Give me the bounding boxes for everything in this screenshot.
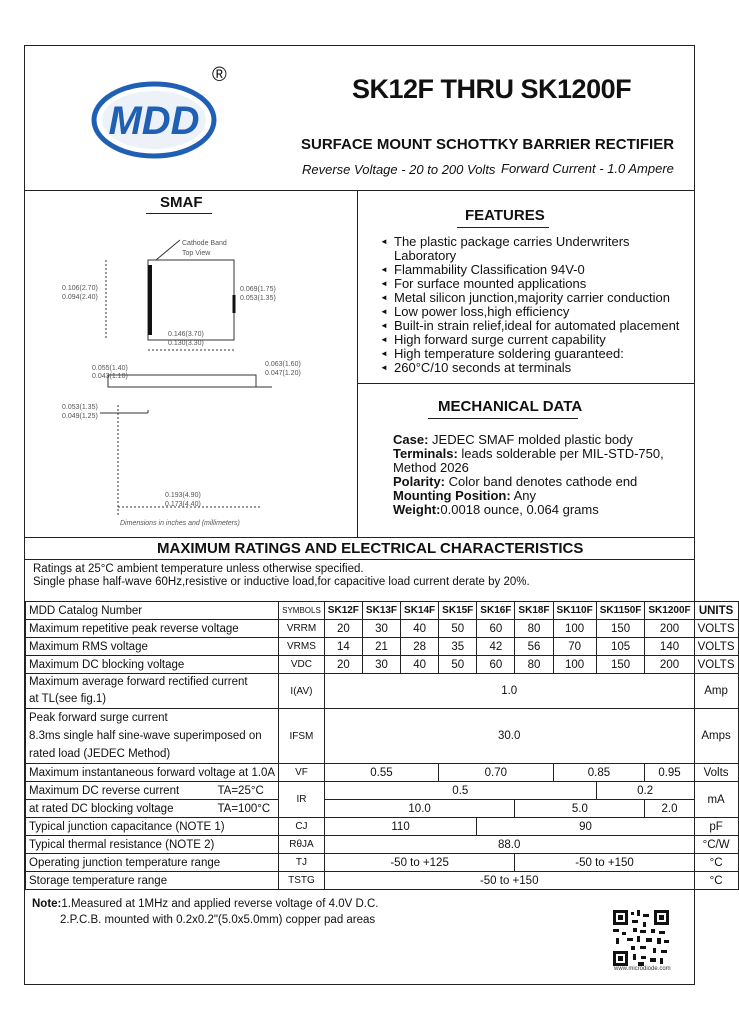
row-symbol: VRRM — [279, 620, 325, 638]
features-list — [380, 235, 690, 375]
cell: 28 — [401, 638, 439, 656]
dim-l2: 0.047(1.20) — [265, 370, 301, 377]
feature-item: ◄ High forward surge current capability — [380, 333, 690, 347]
cell: 80 — [515, 620, 553, 638]
table-row — [26, 782, 739, 800]
terminals-value-2: Method 2026 — [393, 460, 469, 475]
row-symbol: IR — [279, 782, 325, 818]
row-label: Typical junction capacitance (NOTE 1) — [26, 818, 279, 836]
row-symbol: TSTG — [279, 872, 325, 890]
feature-item: ◄ Metal silicon junction,majority carrier conduction — [380, 291, 690, 305]
row-label — [26, 674, 279, 709]
condition: TA=25°C — [217, 784, 264, 797]
cell: 70 — [553, 638, 596, 656]
ratings-heading: MAXIMUM RATINGS AND ELECTRICAL CHARACTERISTICS — [157, 540, 584, 557]
part-header: SK16F — [477, 602, 515, 620]
dim-b2: 0.130(3.30) — [168, 340, 204, 347]
condition: TA=100°C — [217, 802, 271, 815]
divider — [24, 190, 695, 191]
mounting-value: Any — [510, 488, 536, 503]
row-unit: Volts — [694, 764, 738, 782]
terminals-value: leads solderable per MIL-STD-750, — [457, 446, 664, 461]
package-underline — [146, 213, 212, 214]
cell: 56 — [515, 638, 553, 656]
cell: 1.0 — [324, 674, 694, 709]
row-label: Typical thermal resistance (NOTE 2) — [26, 836, 279, 854]
table-row — [26, 709, 739, 764]
cell: 2.0 — [645, 800, 694, 818]
cell: 150 — [596, 656, 645, 674]
cell: 10.0 — [324, 800, 515, 818]
row-unit: Amps — [694, 709, 738, 764]
cell: 0.55 — [324, 764, 438, 782]
row-unit: VOLTS — [694, 656, 738, 674]
row-label-line: rated load (JEDEC Method) — [29, 748, 171, 760]
dim-w1: 0.069(1.75) — [240, 286, 276, 293]
cell: 150 — [596, 620, 645, 638]
cell: 0.85 — [553, 764, 645, 782]
row-unit: mA — [694, 782, 738, 818]
feature-item: ◄ The plastic package carries Underwriters Laboratory — [380, 235, 690, 263]
row-symbol: VRMS — [279, 638, 325, 656]
terminals-label: Terminals: — [393, 446, 458, 461]
table-row — [26, 674, 739, 709]
row-symbol: CJ — [279, 818, 325, 836]
row-symbol: RθJA — [279, 836, 325, 854]
row-label-line: Maximum DC reverse current — [29, 784, 180, 797]
part-header: SK110F — [553, 602, 596, 620]
row-label: Maximum repetitive peak reverse voltage — [26, 620, 279, 638]
mdd-logo — [90, 78, 230, 164]
reverse-voltage: Reverse Voltage - 20 to 200 Volts — [302, 162, 496, 177]
feature-item: ◄ Flammability Classification 94V-0 — [380, 263, 690, 277]
part-header: SK13F — [362, 602, 400, 620]
part-header: SK1200F — [645, 602, 694, 620]
row-label: Maximum DC blocking voltage — [26, 656, 279, 674]
cell: 20 — [324, 656, 362, 674]
row-symbol: I(AV) — [279, 674, 325, 709]
feature-item: ◄ For surface mounted applications — [380, 277, 690, 291]
case-label: Case: — [393, 432, 429, 447]
row-symbol: TJ — [279, 854, 325, 872]
dim-h2: 0.094(2.40) — [62, 294, 98, 301]
row-label-line: Peak forward surge current — [29, 712, 168, 724]
cell: 30 — [362, 620, 400, 638]
dim-l1: 0.063(1.60) — [265, 361, 301, 368]
forward-current: Forward Current - 1.0 Ampere — [501, 161, 674, 176]
cell: 90 — [477, 818, 694, 836]
row-label-line: at rated DC blocking voltage — [29, 802, 174, 815]
cell: 40 — [401, 620, 439, 638]
registered-mark: ® — [212, 64, 227, 86]
symbols-header: SYMBOLS — [279, 602, 325, 620]
mechanical-underline — [428, 418, 578, 419]
row-label: Storage temperature range — [26, 872, 279, 890]
row-symbol: VF — [279, 764, 325, 782]
table-row — [26, 638, 739, 656]
cell: 40 — [401, 656, 439, 674]
table-row — [26, 656, 739, 674]
row-unit: VOLTS — [694, 638, 738, 656]
cell: 105 — [596, 638, 645, 656]
row-unit: °C/W — [694, 836, 738, 854]
row-label — [26, 709, 279, 764]
dim-o1: 0.193(4.90) — [165, 492, 201, 499]
cell: 50 — [439, 656, 477, 674]
cell: 200 — [645, 620, 694, 638]
note-text: 1.Measured at 1MHz and applied reverse voltage of 4.0V D.C. — [61, 898, 379, 910]
qr-code — [613, 910, 669, 966]
polarity-label: Polarity: — [393, 474, 446, 489]
table-row — [26, 620, 739, 638]
row-label: Maximum RMS voltage — [26, 638, 279, 656]
part-header: SK18F — [515, 602, 553, 620]
row-symbol: VDC — [279, 656, 325, 674]
cell: 5.0 — [515, 800, 645, 818]
note-1 — [32, 898, 378, 910]
part-header: SK1150F — [596, 602, 645, 620]
table-row — [26, 818, 739, 836]
feature-item: ◄ Built-in strain relief,ideal for automated placement — [380, 319, 690, 333]
dim-b1: 0.146(3.70) — [168, 331, 204, 338]
dim-o2: 0.173(4.40) — [165, 501, 201, 508]
package-name: SMAF — [160, 194, 203, 211]
page-title: SK12F THRU SK1200F — [352, 74, 632, 104]
dim-side1: 0.053(1.35) — [62, 404, 98, 411]
cell: 14 — [324, 638, 362, 656]
table-row — [26, 872, 739, 890]
cathode-label-2: Top View — [182, 250, 211, 257]
cell: 30 — [362, 656, 400, 674]
row-unit: Amp — [694, 674, 738, 709]
row-unit: °C — [694, 854, 738, 872]
cell: 200 — [645, 656, 694, 674]
dimensions-note: Dimensions in inches and (millimeters) — [120, 520, 240, 527]
cell: 0.95 — [645, 764, 694, 782]
mechanical-heading: MECHANICAL DATA — [438, 398, 583, 415]
dim-t2: 0.043(1.10) — [92, 373, 128, 380]
feature-item: ◄ 260°C/10 seconds at terminals — [380, 361, 690, 375]
case-value: JEDEC SMAF molded plastic body — [428, 432, 633, 447]
feature-item: ◄ High temperature soldering guaranteed: — [380, 347, 690, 361]
table-row — [26, 764, 739, 782]
row-unit: VOLTS — [694, 620, 738, 638]
row-label — [26, 782, 279, 800]
row-label-line: 8.3ms single half sine-wave superimposed on — [29, 730, 262, 742]
page-subtitle: SURFACE MOUNT SCHOTTKY BARRIER RECTIFIER — [301, 136, 675, 153]
cell: 100 — [553, 656, 596, 674]
cell: 20 — [324, 620, 362, 638]
dim-h1: 0.106(2.70) — [62, 285, 98, 292]
row-label-line: Maximum average forward rectified current — [29, 676, 248, 688]
part-header: SK14F — [401, 602, 439, 620]
ratings-line-1: Ratings at 25°C ambient temperature unless otherwise specified. — [33, 563, 364, 575]
cell: 0.5 — [324, 782, 596, 800]
divider — [24, 559, 695, 560]
table-header-row — [26, 602, 739, 620]
ratings-line-2: Single phase half-wave 60Hz,resistive or inductive load,for capacitive load current derate by 20%. — [33, 576, 530, 588]
cell: 60 — [477, 656, 515, 674]
package-drawing — [60, 225, 355, 530]
cell: 80 — [515, 656, 553, 674]
feature-item: ◄ Low power loss,high efficiency — [380, 305, 690, 319]
cathode-label-1: Cathode Band — [182, 240, 227, 247]
row-label: Operating junction temperature range — [26, 854, 279, 872]
mechanical-data — [393, 433, 693, 517]
catalog-header: MDD Catalog Number — [26, 602, 279, 620]
table-row — [26, 800, 739, 818]
note-2: 2.P.C.B. mounted with 0.2x0.2"(5.0x5.0mm) copper pad areas — [60, 914, 376, 926]
part-header: SK12F — [324, 602, 362, 620]
table-row — [26, 854, 739, 872]
row-label: Maximum instantaneous forward voltage at 1.0A — [26, 764, 279, 782]
dim-t1: 0.055(1.40) — [92, 365, 128, 372]
cell: 0.2 — [596, 782, 694, 800]
weight-label: Weight: — [393, 502, 441, 517]
divider — [357, 383, 695, 384]
dim-w2: 0.053(1.35) — [240, 295, 276, 302]
row-label-line: at TL(see fig.1) — [29, 693, 107, 705]
svg-text:MDD: MDD — [108, 99, 200, 143]
cell: -50 to +150 — [515, 854, 694, 872]
units-header: UNITS — [694, 602, 738, 620]
features-heading: FEATURES — [465, 207, 545, 224]
cell: -50 to +125 — [324, 854, 515, 872]
mounting-label: Mounting Position: — [393, 488, 511, 503]
row-unit: °C — [694, 872, 738, 890]
note-label: Note: — [32, 898, 62, 910]
part-header: SK15F — [439, 602, 477, 620]
dim-side2: 0.049(1.25) — [62, 413, 98, 420]
row-symbol: IFSM — [279, 709, 325, 764]
features-underline — [457, 227, 549, 228]
cell: -50 to +150 — [324, 872, 694, 890]
cell: 140 — [645, 638, 694, 656]
cell: 100 — [553, 620, 596, 638]
divider — [24, 537, 695, 538]
divider — [357, 190, 358, 537]
cell: 21 — [362, 638, 400, 656]
cell: 42 — [477, 638, 515, 656]
cell: 30.0 — [324, 709, 694, 764]
cell: 35 — [439, 638, 477, 656]
row-label — [26, 800, 279, 818]
table-row — [26, 836, 739, 854]
weight-value: 0.0018 ounce, 0.064 grams — [440, 502, 599, 517]
ratings-table — [25, 601, 739, 890]
row-unit: pF — [694, 818, 738, 836]
cell: 0.70 — [439, 764, 553, 782]
cell: 88.0 — [324, 836, 694, 854]
cell: 60 — [477, 620, 515, 638]
cell: 110 — [324, 818, 477, 836]
cell: 50 — [439, 620, 477, 638]
qr-caption: www.microdiode.com — [614, 966, 671, 972]
polarity-value: Color band denotes cathode end — [445, 474, 638, 489]
